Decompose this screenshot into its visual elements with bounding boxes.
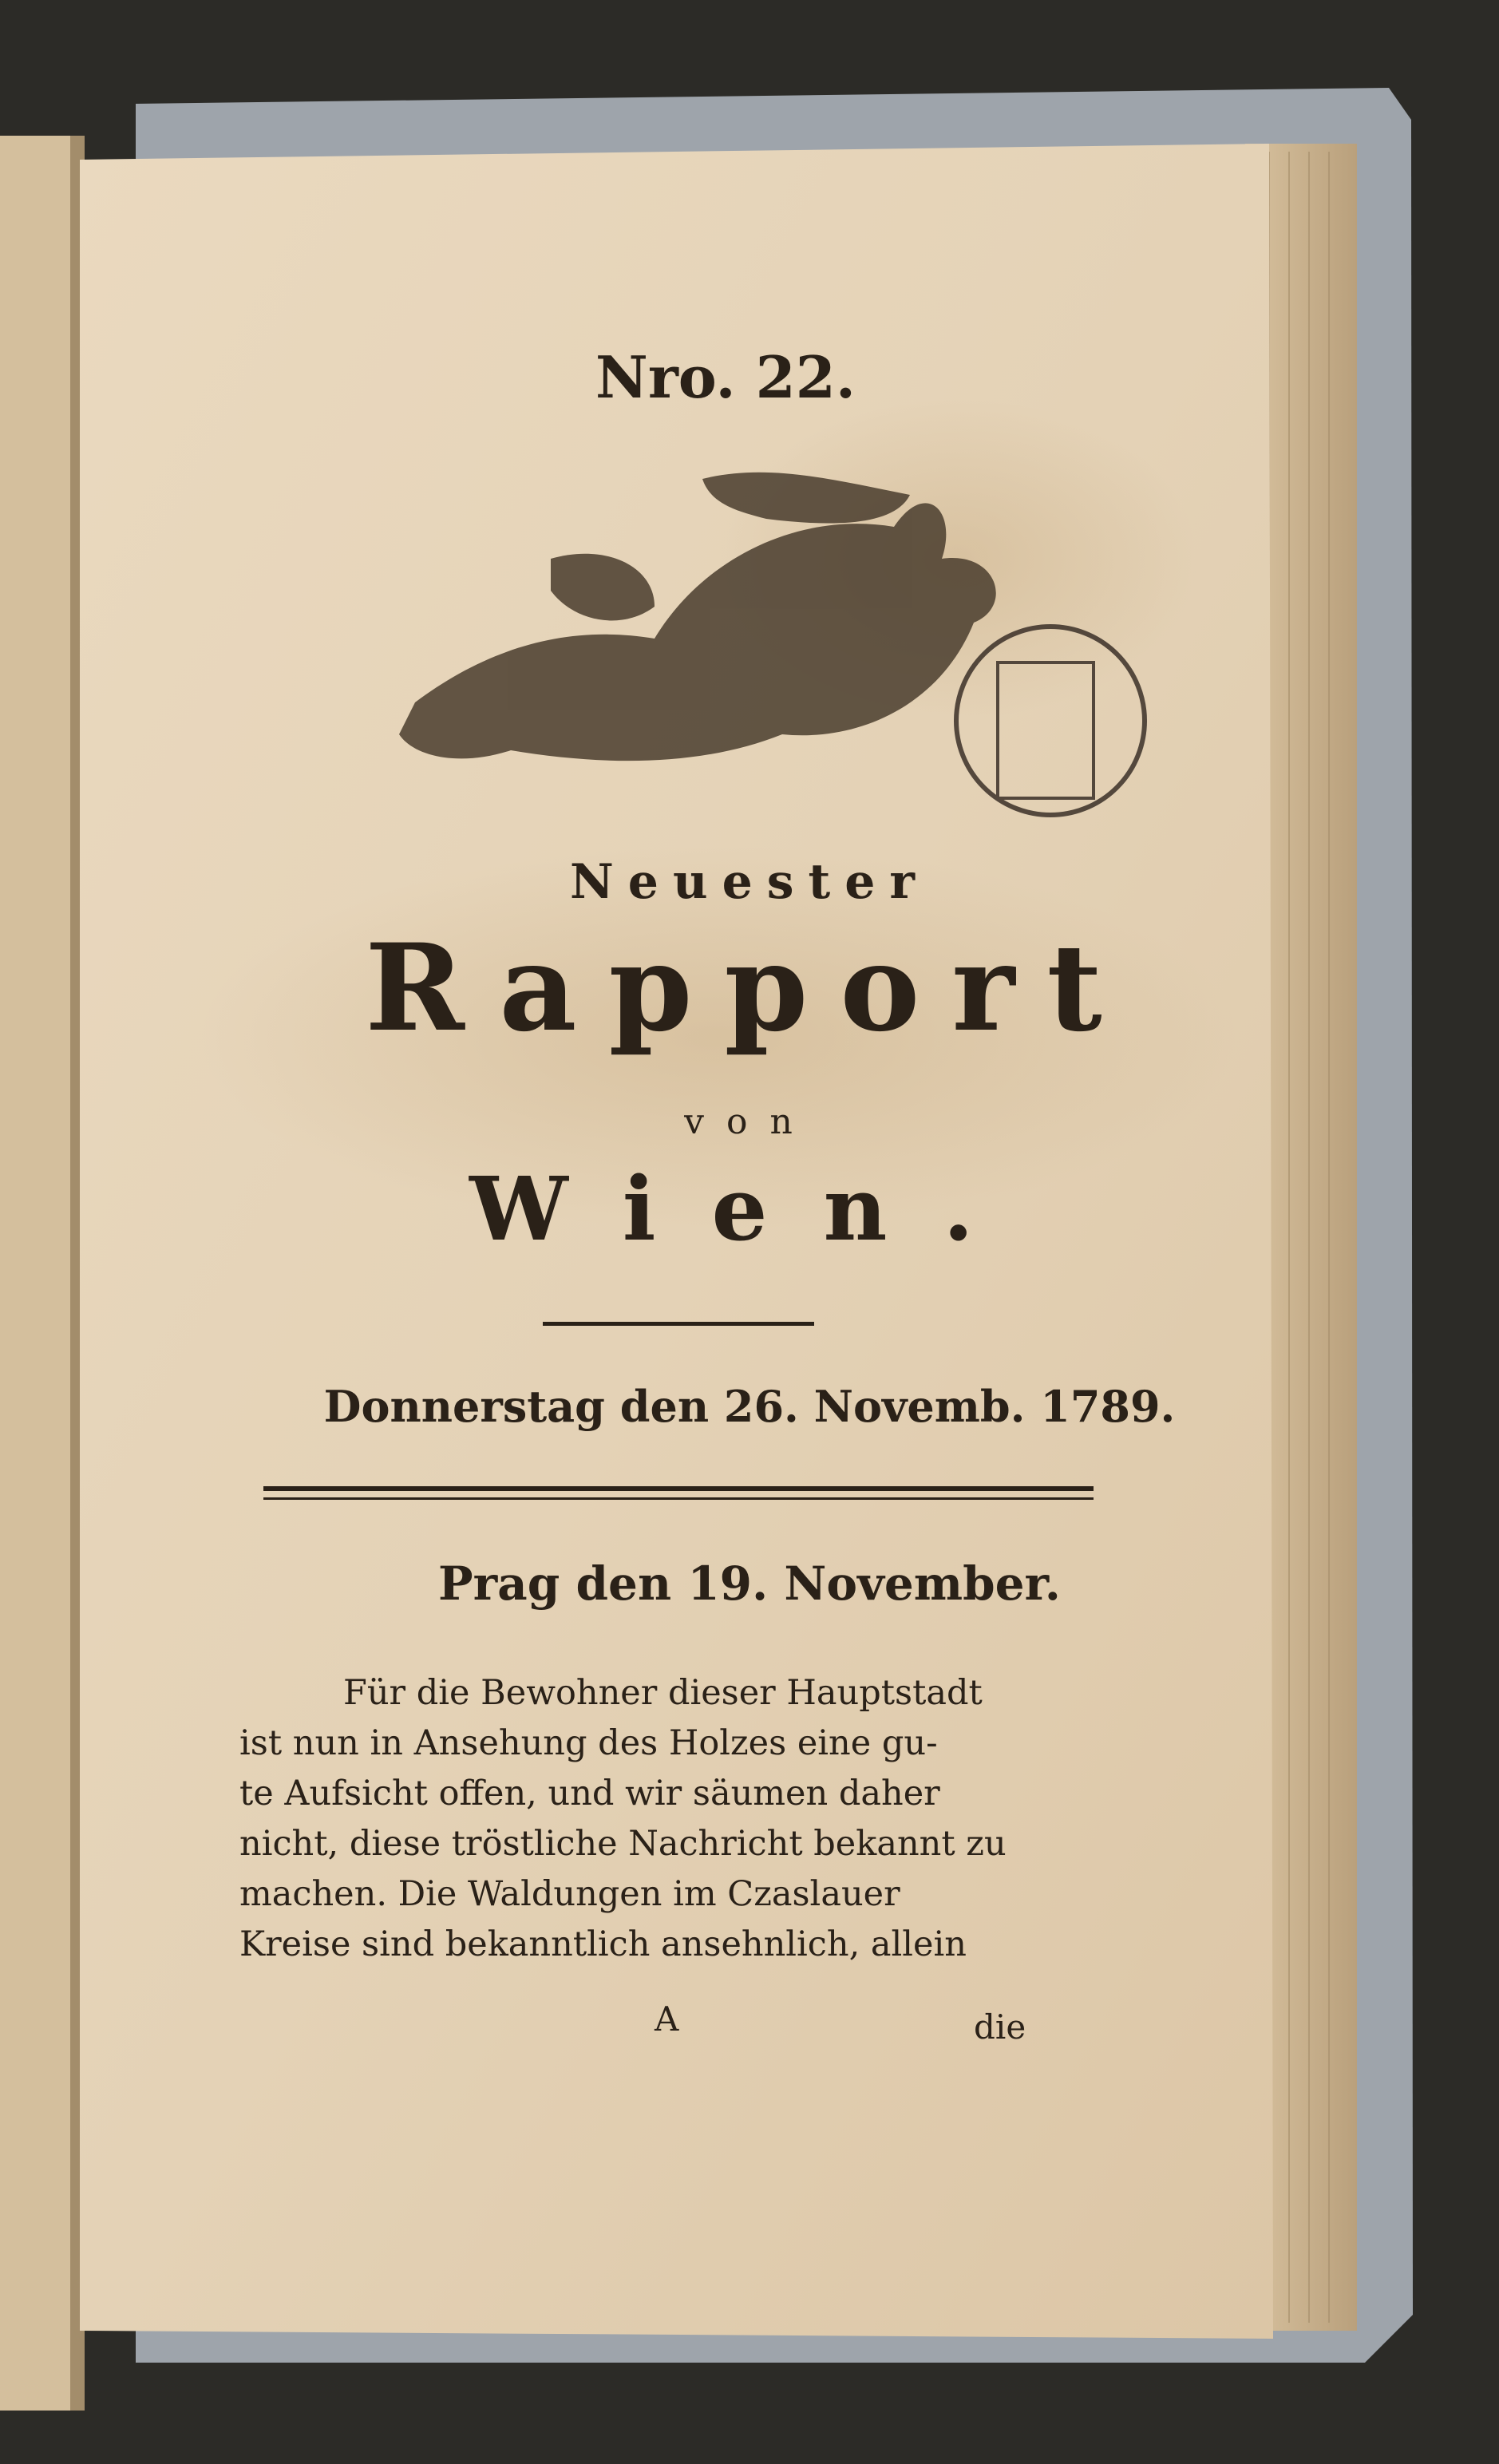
body-line: ist nun in Ansehung des Holzes eine gu- (239, 1723, 938, 1763)
title-rule (543, 1322, 814, 1326)
signature-mark: A (655, 1999, 679, 2039)
title-neuester: Neuester (569, 854, 930, 910)
double-rule-top (263, 1486, 1094, 1491)
issue-number: Nro. 22. (595, 343, 856, 411)
double-rule-bottom (263, 1497, 1094, 1500)
body-line: nicht, diese tröstliche Nachricht bekannt zu (239, 1824, 1007, 1864)
body-line: machen. Die Waldungen im Czaslauer (239, 1874, 900, 1914)
left-page (0, 136, 80, 2411)
section-heading: Prag den 19. November. (438, 1556, 1061, 1611)
catchword: die (974, 2007, 1026, 2047)
article-body (239, 1668, 1109, 1970)
title-wien: Wien. (469, 1157, 1030, 1260)
body-line: Kreise sind bekanntlich ansehnlich, allein (239, 1924, 967, 1964)
body-line: Für die Bewohner dieser Hauptstadt (343, 1673, 983, 1713)
title-von: von (684, 1101, 815, 1142)
date-line: Donnerstag den 26. Novemb. 1789. (323, 1381, 1176, 1432)
body-line: te Aufsicht offen, und wir säumen daher (239, 1774, 940, 1813)
title-rapport: Rapport (365, 918, 1134, 1058)
